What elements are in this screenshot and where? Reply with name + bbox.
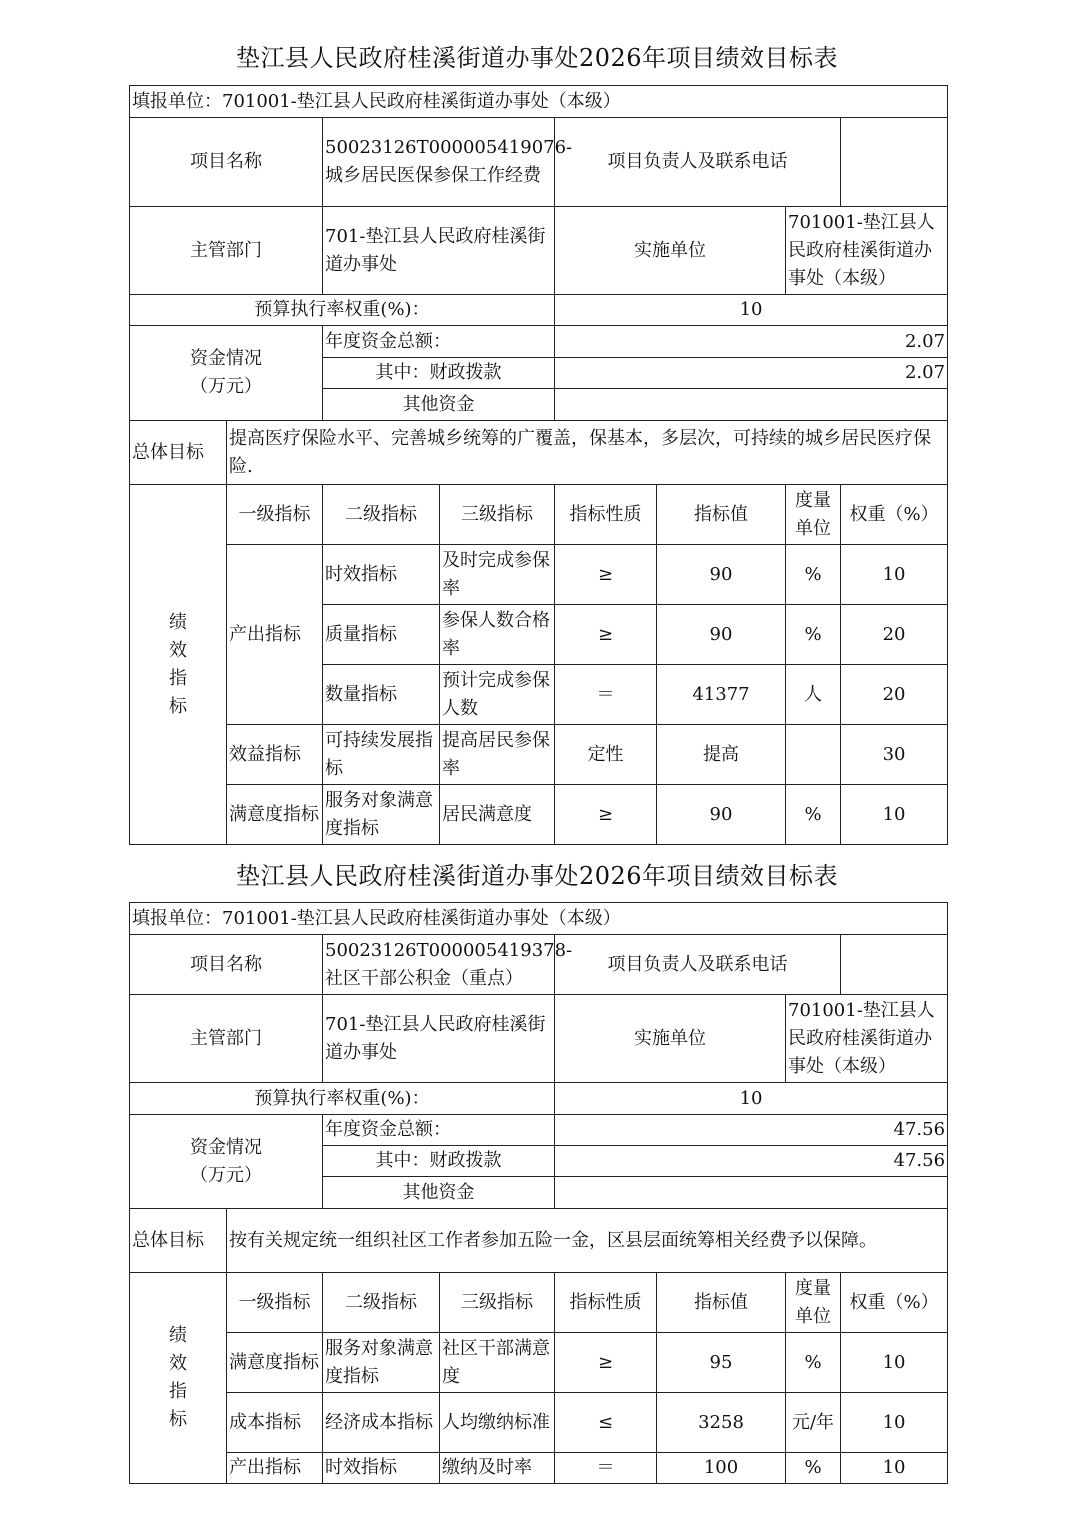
- goal-text: 提高医疗保险水平、完善城乡统筹的广覆盖，保基本，多层次，可持续的城乡居民医疗保险.: [227, 421, 948, 485]
- other-funds-label: 其他资金: [323, 389, 555, 421]
- performance-table-2: [129, 902, 948, 1484]
- annual-total-label: 年度资金总额：: [323, 326, 555, 358]
- header-value: 指标值: [657, 485, 786, 545]
- level2-cell: 质量指标: [323, 605, 440, 665]
- weight-cell: 10: [841, 785, 948, 845]
- dept-label: 主管部门: [130, 995, 323, 1083]
- page-title: 垫江县人民政府桂溪街道办事处2026年项目绩效目标表: [235, 44, 839, 72]
- header-level2: 二级指标: [323, 485, 440, 545]
- value-cell: 90: [657, 545, 786, 605]
- value-cell: 100: [657, 1453, 786, 1484]
- value-cell: 41377: [657, 665, 786, 725]
- header-nature: 指标性质: [555, 485, 657, 545]
- level3-cell: 及时完成参保率: [440, 545, 555, 605]
- value-cell: 90: [657, 605, 786, 665]
- contact-label: 项目负责人及联系电话: [555, 935, 841, 995]
- header-weight: 权重（%）: [841, 485, 948, 545]
- value-cell: 提高: [657, 725, 786, 785]
- filler-unit: 填报单位：701001-垫江县人民政府桂溪街道办事处（本级）: [130, 86, 948, 118]
- level3-cell: 参保人数合格率: [440, 605, 555, 665]
- level3-cell: 社区干部满意度: [440, 1333, 555, 1393]
- header-level3: 三级指标: [440, 1273, 555, 1333]
- nature-cell: ≥: [555, 545, 657, 605]
- unit-cell: 元/年: [786, 1393, 841, 1453]
- level1-cell: 效益指标: [227, 725, 323, 785]
- dept-label: 主管部门: [130, 207, 323, 295]
- project-name-label: 项目名称: [130, 118, 323, 207]
- header-level1: 一级指标: [227, 485, 323, 545]
- weight-cell: 20: [841, 605, 948, 665]
- weight-cell: 10: [841, 545, 948, 605]
- unit-cell: %: [786, 545, 841, 605]
- perf-indicator-label: 绩 效 指 标: [130, 1273, 227, 1484]
- level1-cell: 产出指标: [227, 1453, 323, 1484]
- annual-total-value: 2.07: [555, 326, 948, 358]
- table-row: [130, 1333, 948, 1393]
- level1-cell: 产出指标: [227, 545, 323, 725]
- goal-label: 总体目标: [130, 421, 227, 485]
- level3-cell: 人均缴纳标准: [440, 1393, 555, 1453]
- header-level3: 三级指标: [440, 485, 555, 545]
- level1-cell: 满意度指标: [227, 785, 323, 845]
- budget-rate-value: 10: [555, 1083, 948, 1115]
- unit-cell: %: [786, 1453, 841, 1484]
- funds-label-line1: 资金情况: [190, 1136, 262, 1158]
- contact-label: 项目负责人及联系电话: [555, 118, 841, 207]
- weight-cell: 10: [841, 1333, 948, 1393]
- funds-label-line2: （万元）: [190, 1164, 262, 1186]
- budget-rate-label: 预算执行率权重(%)：: [130, 1083, 555, 1115]
- header-level1: 一级指标: [227, 1273, 323, 1333]
- table-row: [130, 725, 948, 785]
- level3-cell: 预计完成参保人数: [440, 665, 555, 725]
- fiscal-value: 47.56: [555, 1146, 948, 1177]
- nature-cell: ＝: [555, 1453, 657, 1484]
- header-unit: 度量单位: [786, 1273, 841, 1333]
- value-cell: 3258: [657, 1393, 786, 1453]
- level1-cell: 成本指标: [227, 1393, 323, 1453]
- nature-cell: ≥: [555, 1333, 657, 1393]
- unit-cell: [786, 725, 841, 785]
- unit-cell: %: [786, 605, 841, 665]
- performance-table-1: [129, 85, 948, 845]
- fiscal-label: 其中：财政拨款: [323, 358, 555, 389]
- nature-cell: 定性: [555, 725, 657, 785]
- budget-rate-value: 10: [555, 295, 948, 326]
- unit-cell: %: [786, 785, 841, 845]
- level2-cell: 时效指标: [323, 1453, 440, 1484]
- nature-cell: ＝: [555, 665, 657, 725]
- other-funds-value: [555, 1177, 948, 1209]
- impl-value: 701001-垫江县人民政府桂溪街道办事处（本级）: [786, 207, 948, 295]
- level3-cell: 缴纳及时率: [440, 1453, 555, 1484]
- goal-label: 总体目标: [130, 1209, 227, 1273]
- nature-cell: ≥: [555, 785, 657, 845]
- funds-label: [130, 326, 323, 421]
- contact-value: [841, 118, 948, 207]
- dept-value: 701-垫江县人民政府桂溪街道办事处: [323, 995, 555, 1083]
- header-nature: 指标性质: [555, 1273, 657, 1333]
- table-row: [130, 1393, 948, 1453]
- goal-text: 按有关规定统一组织社区工作者参加五险一金，区县层面统筹相关经费予以保障。: [227, 1209, 948, 1273]
- perf-indicator-label: 绩 效 指 标: [130, 485, 227, 845]
- impl-value: 701001-垫江县人民政府桂溪街道办事处（本级）: [786, 995, 948, 1083]
- nature-cell: ≥: [555, 605, 657, 665]
- header-level2: 二级指标: [323, 1273, 440, 1333]
- unit-cell: 人: [786, 665, 841, 725]
- level2-cell: 数量指标: [323, 665, 440, 725]
- contact-value: [841, 935, 948, 995]
- unit-cell: %: [786, 1333, 841, 1393]
- nature-cell: ≤: [555, 1393, 657, 1453]
- fiscal-label: 其中：财政拨款: [323, 1146, 555, 1177]
- level2-cell: 服务对象满意度指标: [323, 1333, 440, 1393]
- funds-label-line2: （万元）: [190, 376, 262, 397]
- annual-total-label: 年度资金总额：: [323, 1115, 555, 1146]
- page-title-2: 垫江县人民政府桂溪街道办事处2026年项目绩效目标表: [235, 862, 839, 890]
- weight-cell: 30: [841, 725, 948, 785]
- impl-label: 实施单位: [555, 995, 786, 1083]
- weight-cell: 10: [841, 1393, 948, 1453]
- table-row: [130, 1453, 948, 1484]
- project-name-label: 项目名称: [130, 935, 323, 995]
- header-unit: 度量单位: [786, 485, 841, 545]
- level2-cell: 服务对象满意度指标: [323, 785, 440, 845]
- annual-total-value: 47.56: [555, 1115, 948, 1146]
- value-cell: 95: [657, 1333, 786, 1393]
- fiscal-value: 2.07: [555, 358, 948, 389]
- other-funds-value: [555, 389, 948, 421]
- funds-label-line1: 资金情况: [190, 348, 262, 369]
- header-value: 指标值: [657, 1273, 786, 1333]
- level2-cell: 可持续发展指标: [323, 725, 440, 785]
- level3-cell: 居民满意度: [440, 785, 555, 845]
- table-row: [130, 785, 948, 845]
- header-weight: 权重（%）: [841, 1273, 948, 1333]
- level2-cell: 时效指标: [323, 545, 440, 605]
- dept-value: 701-垫江县人民政府桂溪街道办事处: [323, 207, 555, 295]
- weight-cell: 20: [841, 665, 948, 725]
- funds-label: [130, 1115, 323, 1209]
- other-funds-label: 其他资金: [323, 1177, 555, 1209]
- project-name-value: 50023126T000005419378-社区干部公积金（重点）: [323, 935, 555, 995]
- level3-cell: 提高居民参保率: [440, 725, 555, 785]
- budget-rate-label: 预算执行率权重(%)：: [130, 295, 555, 326]
- filler-unit: 填报单位：701001-垫江县人民政府桂溪街道办事处（本级）: [130, 903, 948, 935]
- level2-cell: 经济成本指标: [323, 1393, 440, 1453]
- level1-cell: 满意度指标: [227, 1333, 323, 1393]
- value-cell: 90: [657, 785, 786, 845]
- weight-cell: 10: [841, 1453, 948, 1484]
- project-name-value: 50023126T000005419076-城乡居民医保参保工作经费: [323, 118, 555, 207]
- table-row: [130, 545, 948, 605]
- impl-label: 实施单位: [555, 207, 786, 295]
